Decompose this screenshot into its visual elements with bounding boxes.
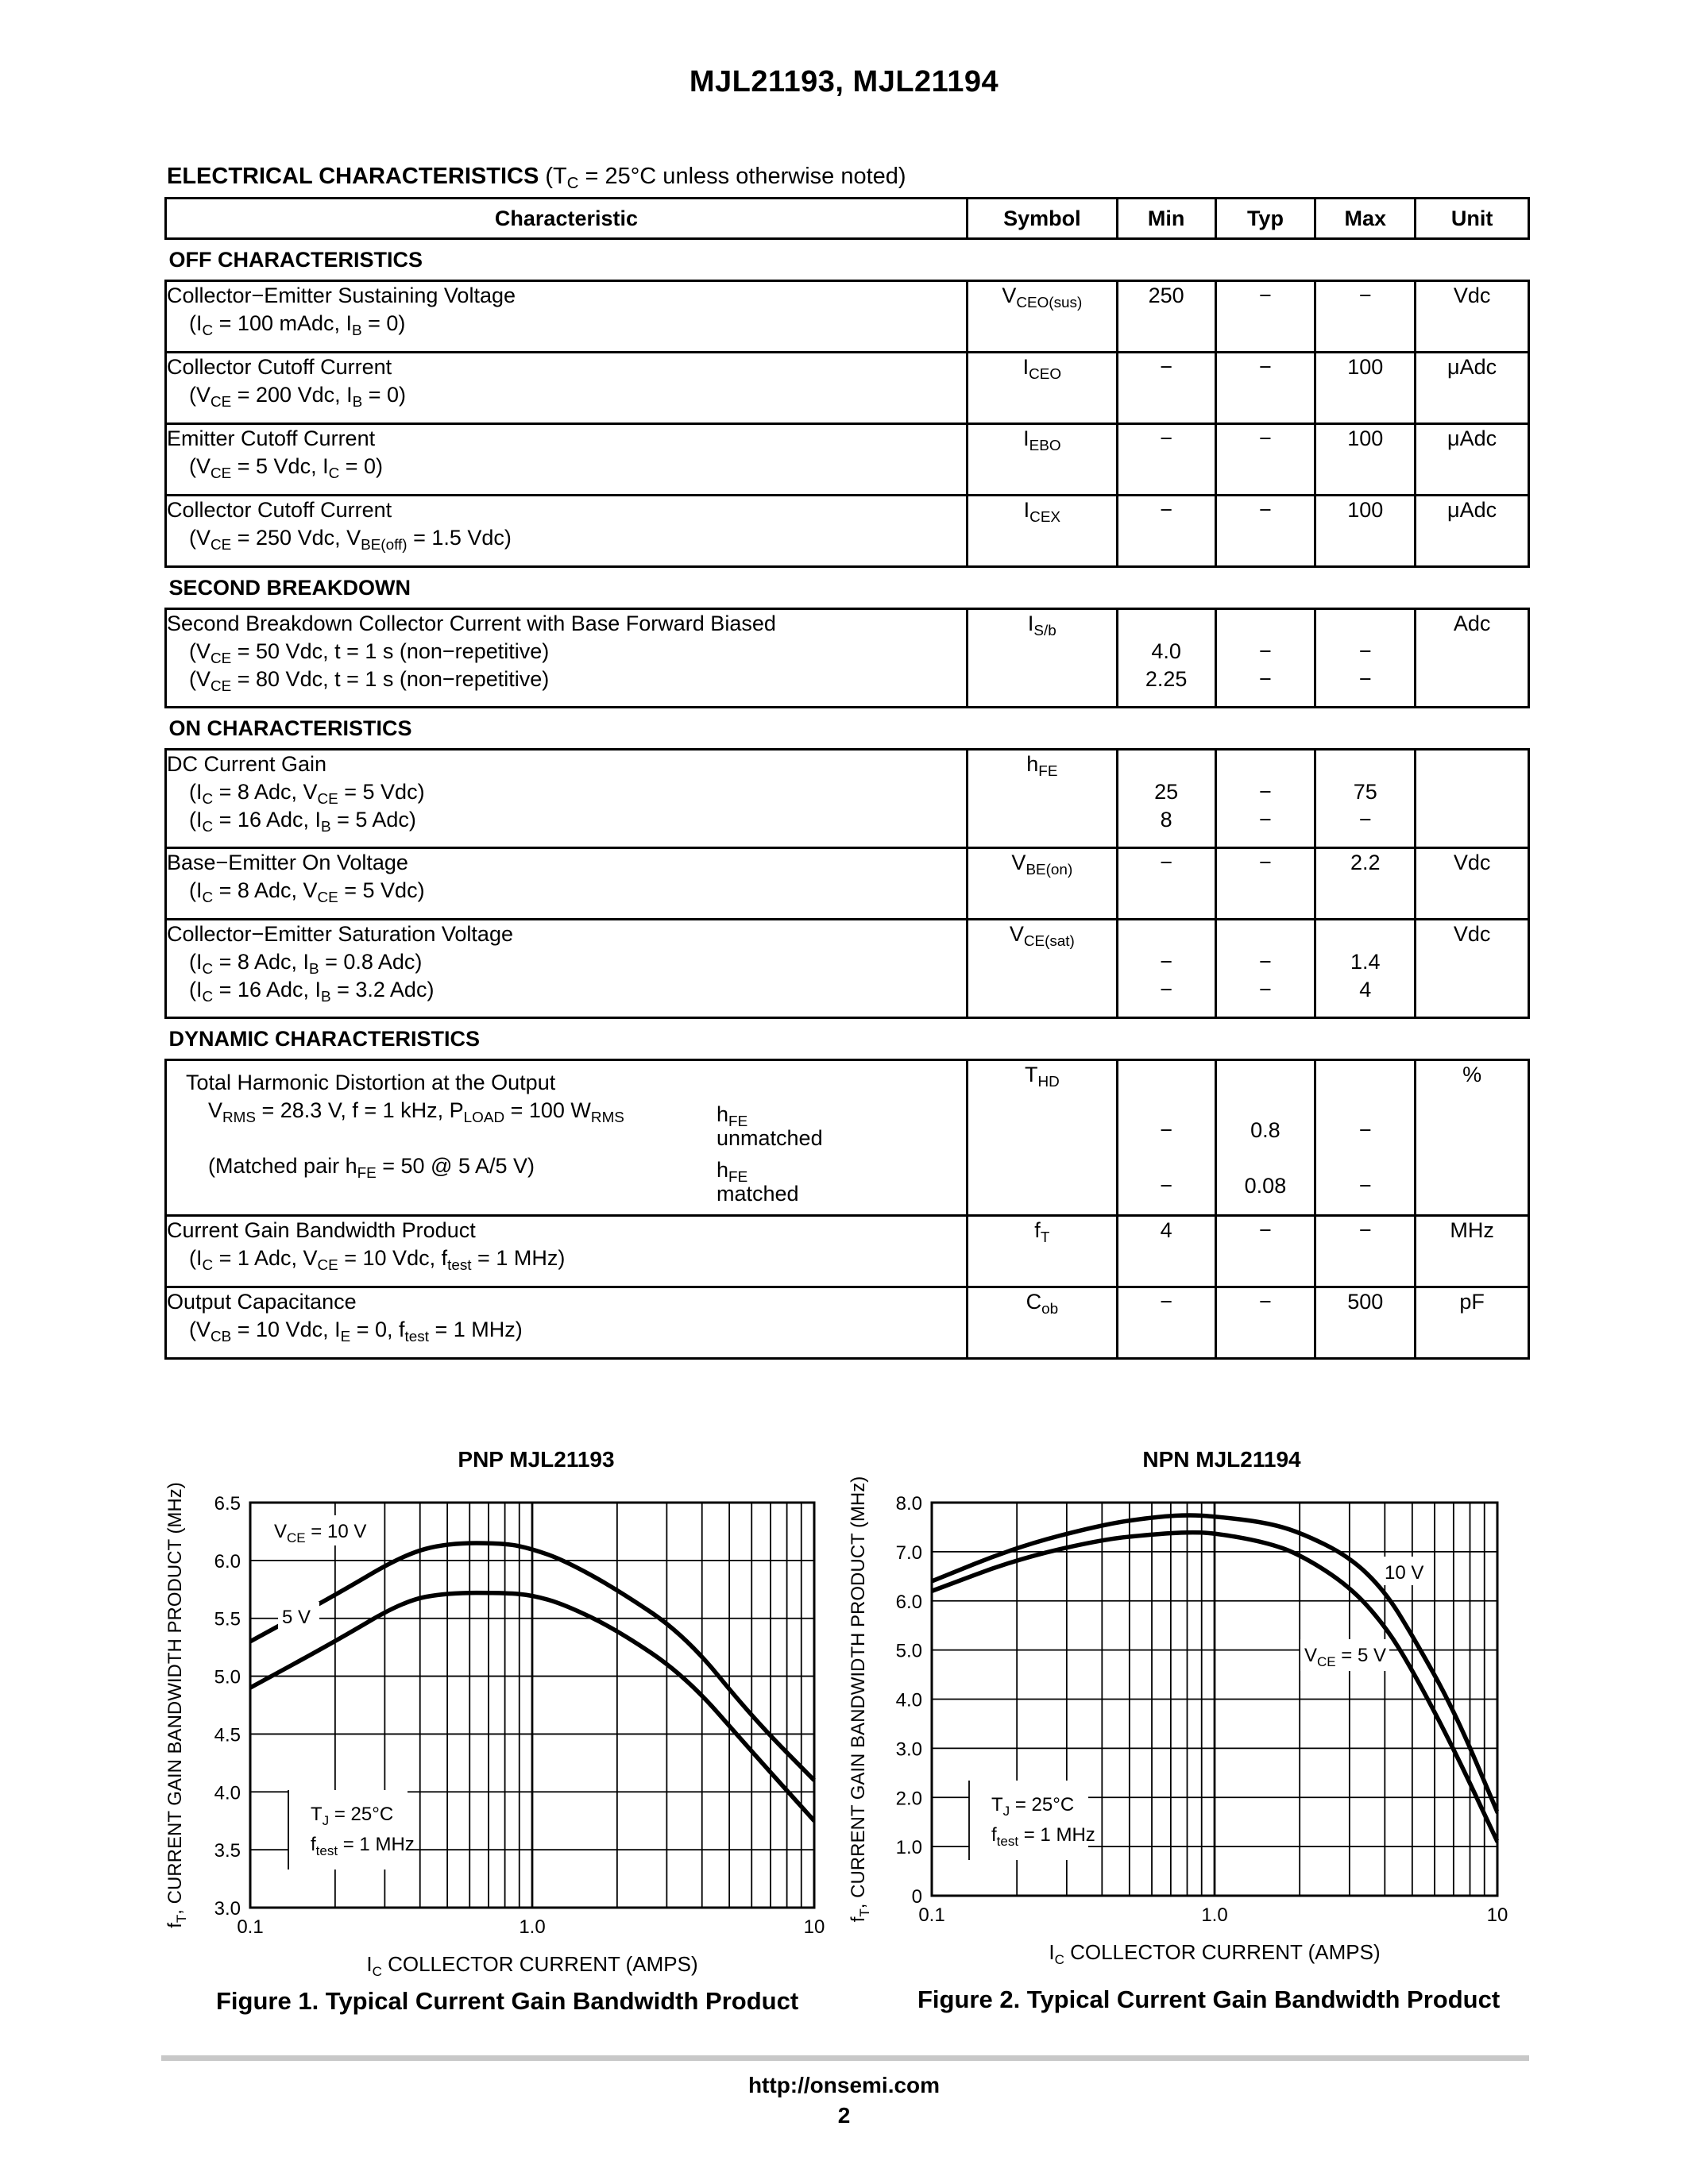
table-row: Collector Cutoff Current ($V_{CE} = 250$ Vdc, $V_{BE(off)} = 1.5$ Vdc) $I_{CEX}$ − − 100 μAdc bbox=[166, 496, 1529, 567]
ec-cond-sub: C bbox=[566, 175, 579, 192]
y-tick-label: 5.5 bbox=[214, 1608, 241, 1630]
row-unit: MHz bbox=[1416, 1216, 1529, 1287]
row-max: 1.4 4 bbox=[1315, 920, 1416, 1018]
series-label-5v: $V_{CE} = 5$ V bbox=[1304, 1645, 1387, 1669]
x-tick-label: 10 bbox=[1486, 1904, 1508, 1926]
table-row: Total Harmonic Distortion at the Output $V_{RMS} = 28.3$ V, f = 1 kHz, $P_{LOAD} = 100$ $W_{RMS}$ $h_{FE}$ unmatched (Matched pair $h_{FE} = 50$ @ 5 A/5 V) $h_{FE}$ matched $T_{HD}$ − − 0.8 0.08 − − % bbox=[166, 1060, 1529, 1216]
table-row: Emitter Cutoff Current ($V_{CE} = 5$ Vdc, $I_C = 0$) $I_{EBO}$ − − 100 μAdc bbox=[166, 424, 1529, 496]
row-typ: − − bbox=[1215, 920, 1315, 1018]
electrical-characteristics-table bbox=[164, 197, 1530, 1360]
ec-heading bbox=[167, 164, 906, 190]
row-symbol: $V_{CEO(sus)}$ bbox=[967, 281, 1117, 353]
y-tick-label: 4.5 bbox=[214, 1724, 241, 1746]
row-typ: − − bbox=[1215, 609, 1315, 708]
row-name: Emitter Cutoff Current bbox=[167, 426, 376, 450]
row-symbol: $f_T$ bbox=[967, 1216, 1117, 1287]
row-min: − bbox=[1117, 424, 1215, 496]
condition-box bbox=[288, 1790, 408, 1870]
ec-heading-bold: ELECTRICAL CHARACTERISTICS bbox=[167, 164, 539, 189]
x-axis-label: $I_C$ COLLECTOR CURRENT (AMPS) bbox=[366, 1952, 698, 1979]
col-typ: Typ bbox=[1215, 199, 1315, 239]
row-min: − bbox=[1117, 496, 1215, 567]
row-typ: − bbox=[1215, 1216, 1315, 1287]
col-max: Max bbox=[1315, 199, 1416, 239]
x-axis-label: $I_C$ COLLECTOR CURRENT (AMPS) bbox=[1049, 1940, 1381, 1967]
row-name: Collector−Emitter Sustaining Voltage bbox=[167, 284, 516, 307]
table-row: Current Gain Bandwidth Product ($I_C = 1$ Adc, $V_{CE} = 10$ Vdc, $f_{test} = 1$ MHz) $f_T$ 4 − − MHz bbox=[166, 1216, 1529, 1287]
series-label-10v: 10 V bbox=[1385, 1562, 1424, 1584]
row-symbol: $V_{CE(sat)}$ bbox=[967, 920, 1117, 1018]
row-name: Collector Cutoff Current bbox=[167, 498, 392, 522]
col-symbol: Symbol bbox=[967, 199, 1117, 239]
chart1-title: PNP MJL21193 bbox=[458, 1447, 615, 1472]
row-max: − − bbox=[1315, 609, 1416, 708]
y-tick-label: 6.0 bbox=[895, 1591, 922, 1613]
section-off: OFF CHARACTERISTICS bbox=[168, 247, 423, 272]
row-max: 100 bbox=[1315, 353, 1416, 424]
tj-condition: $T_J = 25^\circ C$ bbox=[311, 1804, 394, 1828]
row-unit: Vdc bbox=[1416, 920, 1529, 1018]
table-row: DC Current Gain ($I_C = 8$ Adc, $V_{CE} = 5$ Vdc) ($I_C = 16$ Adc, $I_B = 5$ Adc) $h_{FE}$ 25 8 − − 75 − bbox=[166, 750, 1529, 848]
section-dynamic: DYNAMIC CHARACTERISTICS bbox=[168, 1026, 480, 1051]
y-tick-label: 6.0 bbox=[214, 1550, 241, 1572]
row-unit: Vdc bbox=[1416, 848, 1529, 920]
row-min: − bbox=[1117, 353, 1215, 424]
row-min: 250 bbox=[1117, 281, 1215, 353]
row-name: Current Gain Bandwidth Product bbox=[167, 1218, 476, 1242]
x-tick-label: 1.0 bbox=[1201, 1904, 1228, 1926]
y-tick-label: 5.0 bbox=[895, 1640, 922, 1662]
y-tick-label: 1.0 bbox=[895, 1837, 922, 1859]
row-max: − bbox=[1315, 281, 1416, 353]
table-row: Second Breakdown Collector Current with Base Forward Biased ($V_{CE} = 50$ Vdc, t = 1 s (non−repetitive) ($V_{CE} = 80$ Vdc, t = 1 s (non−repetitive) $I_{S/b}$ 4.0 2.25 − − − − Adc bbox=[166, 609, 1529, 708]
x-tick-label: 0.1 bbox=[918, 1904, 945, 1926]
row-min: − − bbox=[1117, 920, 1215, 1018]
row-typ: − bbox=[1215, 496, 1315, 567]
row-unit: μAdc bbox=[1416, 424, 1529, 496]
x-tick-label: 10 bbox=[803, 1916, 825, 1938]
y-tick-label: 0 bbox=[911, 1886, 922, 1908]
figure2-caption: Figure 2. Typical Current Gain Bandwidth Product bbox=[917, 1985, 1501, 2013]
row-typ: − bbox=[1215, 353, 1315, 424]
document-title: MJL21193, MJL21194 bbox=[689, 65, 999, 98]
ec-cond-post: = 25°C unless otherwise noted) bbox=[578, 164, 906, 189]
row-name: Collector−Emitter Saturation Voltage bbox=[167, 922, 513, 946]
chart2-title: NPN MJL21194 bbox=[1142, 1447, 1301, 1472]
ec-cond: (T bbox=[545, 164, 567, 189]
row-typ: − bbox=[1215, 281, 1315, 353]
y-axis-label: $f_T$, CURRENT GAIN BANDWIDTH PRODUCT (MHz) bbox=[164, 1482, 189, 1928]
row-max: 500 bbox=[1315, 1287, 1416, 1359]
row-name: Base−Emitter On Voltage bbox=[167, 851, 408, 874]
y-tick-label: 3.0 bbox=[895, 1738, 922, 1761]
series-label-10v: $V_{CE} = 10$ V bbox=[274, 1521, 367, 1545]
footer-rule bbox=[161, 2055, 1529, 2061]
row-min: − bbox=[1117, 1287, 1215, 1359]
row-unit bbox=[1416, 750, 1529, 848]
row-symbol: $V_{BE(on)}$ bbox=[967, 848, 1117, 920]
chart1 bbox=[159, 1471, 842, 1979]
row-max: 100 bbox=[1315, 424, 1416, 496]
y-tick-label: 3.0 bbox=[214, 1898, 241, 1920]
y-tick-label: 7.0 bbox=[895, 1542, 922, 1564]
row-min: 4.0 2.25 bbox=[1117, 609, 1215, 708]
row-min: − − bbox=[1117, 1060, 1215, 1216]
y-tick-label: 2.0 bbox=[895, 1788, 922, 1810]
row-symbol: $C_{ob}$ bbox=[967, 1287, 1117, 1359]
row-symbol: $I_{CEX}$ bbox=[967, 496, 1117, 567]
table-row: Output Capacitance ($V_{CB} = 10$ Vdc, $I_E = 0$, $f_{test} = 1$ MHz) $C_{ob}$ − − 500 pF bbox=[166, 1287, 1529, 1359]
row-symbol: $h_{FE}$ bbox=[967, 750, 1117, 848]
col-unit: Unit bbox=[1416, 199, 1529, 239]
col-min: Min bbox=[1117, 199, 1215, 239]
row-symbol: $I_{CEO}$ bbox=[967, 353, 1117, 424]
row-symbol: $I_{S/b}$ bbox=[967, 609, 1117, 708]
section-on: ON CHARACTERISTICS bbox=[168, 716, 412, 740]
col-characteristic: Characteristic bbox=[166, 199, 968, 239]
row-name: Output Capacitance bbox=[167, 1290, 357, 1314]
table-header-row bbox=[166, 199, 1529, 239]
figure1-caption: Figure 1. Typical Current Gain Bandwidth Product bbox=[216, 1987, 799, 2015]
section-second-breakdown: SECOND BREAKDOWN bbox=[168, 575, 411, 600]
condition-box bbox=[969, 1781, 1088, 1860]
row-unit: μAdc bbox=[1416, 353, 1529, 424]
row-min: 25 8 bbox=[1117, 750, 1215, 848]
row-unit: μAdc bbox=[1416, 496, 1529, 567]
row-max: − − bbox=[1315, 1060, 1416, 1216]
row-min: − bbox=[1117, 848, 1215, 920]
row-unit: % bbox=[1416, 1060, 1529, 1216]
page-number: 2 bbox=[837, 2103, 851, 2128]
y-tick-label: 6.5 bbox=[214, 1493, 241, 1515]
y-tick-label: 5.0 bbox=[214, 1666, 241, 1688]
row-symbol: $I_{EBO}$ bbox=[967, 424, 1117, 496]
chart2 bbox=[842, 1471, 1525, 1979]
ftest-condition: $f_{test} = 1$ MHz bbox=[311, 1834, 415, 1858]
row-max: 2.2 bbox=[1315, 848, 1416, 920]
row-typ: − bbox=[1215, 1287, 1315, 1359]
row-unit: Vdc bbox=[1416, 281, 1529, 353]
row-min: 4 bbox=[1117, 1216, 1215, 1287]
row-name: DC Current Gain bbox=[167, 752, 327, 776]
row-typ: − bbox=[1215, 424, 1315, 496]
series-label-5v: 5 V bbox=[282, 1607, 311, 1628]
row-unit: Adc bbox=[1416, 609, 1529, 708]
y-axis-label: $f_T$, CURRENT GAIN BANDWIDTH PRODUCT (MHz) bbox=[848, 1476, 872, 1923]
y-tick-label: 4.0 bbox=[895, 1689, 922, 1711]
table-row: Base−Emitter On Voltage ($I_C = 8$ Adc, $V_{CE} = 5$ Vdc) $V_{BE(on)}$ − − 2.2 Vdc bbox=[166, 848, 1529, 920]
row-unit: pF bbox=[1416, 1287, 1529, 1359]
row-typ: − − bbox=[1215, 750, 1315, 848]
x-tick-label: 1.0 bbox=[519, 1916, 546, 1938]
tj-condition: $T_J = 25^\circ C$ bbox=[991, 1794, 1075, 1819]
table-row: Collector−Emitter Saturation Voltage ($I_C = 8$ Adc, $I_B = 0.8$ Adc) ($I_C = 16$ Adc, $I_B = 3.2$ Adc) $V_{CE(sat)}$ − − − − 1.4 4 Vdc bbox=[166, 920, 1529, 1018]
x-tick-label: 0.1 bbox=[237, 1916, 264, 1938]
y-tick-label: 8.0 bbox=[895, 1493, 922, 1515]
row-symbol: $T_{HD}$ bbox=[967, 1060, 1117, 1216]
row-max: − bbox=[1315, 1216, 1416, 1287]
ftest-condition: $f_{test} = 1$ MHz bbox=[991, 1824, 1095, 1849]
row-typ: 0.8 0.08 bbox=[1215, 1060, 1315, 1216]
footer-url[interactable]: http://onsemi.com bbox=[747, 2073, 941, 2097]
y-tick-label: 4.0 bbox=[214, 1782, 241, 1804]
row-name: Total Harmonic Distortion at the Output bbox=[186, 1071, 556, 1094]
table-row: Collector−Emitter Sustaining Voltage ($I_C = 100$ mAdc, $I_B = 0$) $V_{CEO(sus)}$ 250 − − Vdc bbox=[166, 281, 1529, 353]
y-tick-label: 3.5 bbox=[214, 1840, 241, 1862]
row-name: Second Breakdown Collector Current with Base Forward Biased bbox=[167, 612, 776, 635]
row-name: Collector Cutoff Current bbox=[167, 355, 392, 379]
row-max: 75 − bbox=[1315, 750, 1416, 848]
table-row: Collector Cutoff Current ($V_{CE} = 200$ Vdc, $I_B = 0$) $I_{CEO}$ − − 100 μAdc bbox=[166, 353, 1529, 424]
row-max: 100 bbox=[1315, 496, 1416, 567]
row-typ: − bbox=[1215, 848, 1315, 920]
